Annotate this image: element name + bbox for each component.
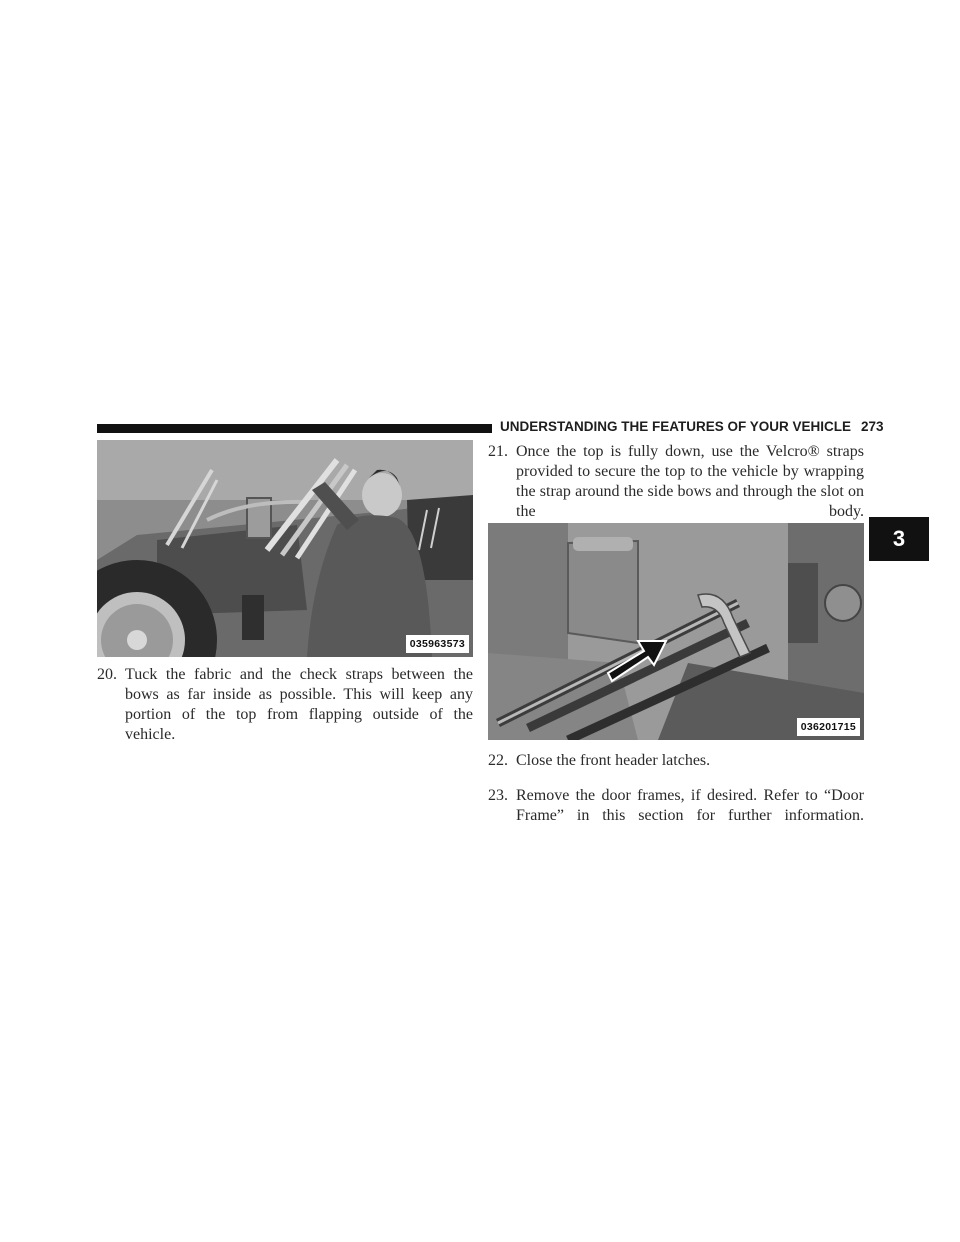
step-23	[488, 786, 864, 846]
figure-soft-top-lowering	[97, 440, 473, 657]
header-rule	[97, 424, 492, 433]
step-text: Once the top is fully down, use the Velcro® straps provided to secure the top to the vehicle by wrapping the strap around the side bows and through the slot on the body.	[516, 443, 864, 520]
chapter-tab: 3	[869, 517, 929, 561]
strap-around-bows-arrow-illustration	[488, 523, 864, 740]
step-22	[488, 751, 864, 771]
page-number: 273	[861, 419, 884, 434]
person-lowering-soft-top-illustration	[97, 440, 473, 657]
step-number: 21.	[488, 443, 508, 460]
figure-strap-bows	[488, 523, 864, 740]
section-title: UNDERSTANDING THE FEATURES OF YOUR VEHICLE	[500, 419, 852, 434]
step-21	[488, 442, 864, 542]
step-number: 22.	[488, 752, 508, 769]
step-20	[97, 665, 473, 765]
step-text: Close the front header latches.	[516, 752, 711, 769]
running-header	[500, 419, 884, 434]
figure-id: 036201715	[797, 718, 860, 736]
step-text: Remove the door frames, if desired. Refer to “Door Frame” in this section for further information.	[516, 787, 864, 824]
figure-id: 035963573	[406, 635, 469, 653]
step-number: 20.	[97, 666, 117, 683]
step-number: 23.	[488, 787, 508, 804]
step-text: Tuck the fabric and the check straps between the bows as far inside as possible. This will keep any portion of the top from flapping outside of the vehicle.	[125, 666, 473, 743]
